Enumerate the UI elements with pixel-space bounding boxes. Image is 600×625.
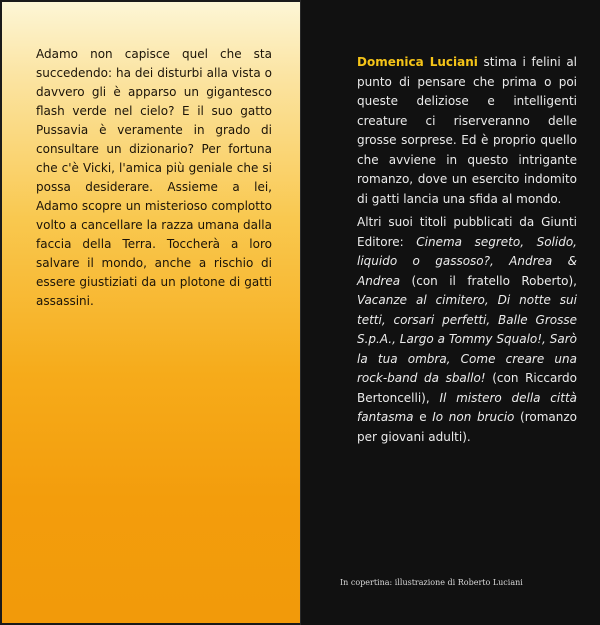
- author-name: Domenica Luciani: [357, 55, 478, 69]
- title-list-3: Il mistero della città fantasma: [357, 390, 577, 424]
- cover-credit: In copertina: illustrazione di Roberto Luciani: [340, 578, 523, 587]
- author-bio-paragraph: [357, 53, 577, 209]
- synopsis-paragraph: Adamo non capisce quel che sta succedendo: ha dei disturbi alla vista o davvero gli è apparso un gigantesco flash verde nel cielo? E il suo gatto Pussavia è veramente in grado di consultare un dizionario? Per fortuna che c'è Vicki, l'amica più geniale che si possa desiderare. Assieme a lei, Adamo scopre un misterioso complotto volto a cancellare la razza umana dalla faccia della Terra. Toccherà a loro salvare il mondo, anche a rischio di essere giustiziati da un plotone di gatti assassini.: [36, 47, 272, 308]
- synopsis-text: [36, 45, 272, 315]
- other-titles-intro: Altri suoi titoli pubblicati da Giunti Editore:: [357, 215, 577, 249]
- title-sep-2: (con Riccardo Bertoncelli),: [357, 371, 577, 405]
- author-bio: [357, 53, 577, 451]
- title-list-1: Cinema segreto, Solido, liquido o gassoso?, Andrea & Andrea: [357, 234, 577, 288]
- other-titles-paragraph: [357, 213, 577, 447]
- author-bio-text: stima i felini al punto di pensare che prima o poi queste deliziose e intelligenti creature ci riserveranno delle grosse sorprese. Ed è proprio quello che avviene in questo intrigante romanzo, dove un esercito indomito di gatti lancia una sfida al mondo.: [357, 55, 578, 206]
- title-list-4: Io non brucio: [432, 410, 515, 424]
- title-sep-4: (romanzo per giovani adulti).: [357, 410, 577, 444]
- title-sep-1: (con il fratello Roberto),: [400, 273, 577, 288]
- title-sep-3: e: [413, 410, 433, 424]
- title-list-2: Vacanze al cimitero, Di notte sui tetti, corsari perfetti, Balle Grosse S.p.A., Largo a Tommy Squalo!, Sarò la tua ombra, Come creare una rock-band da sballo!: [357, 293, 577, 385]
